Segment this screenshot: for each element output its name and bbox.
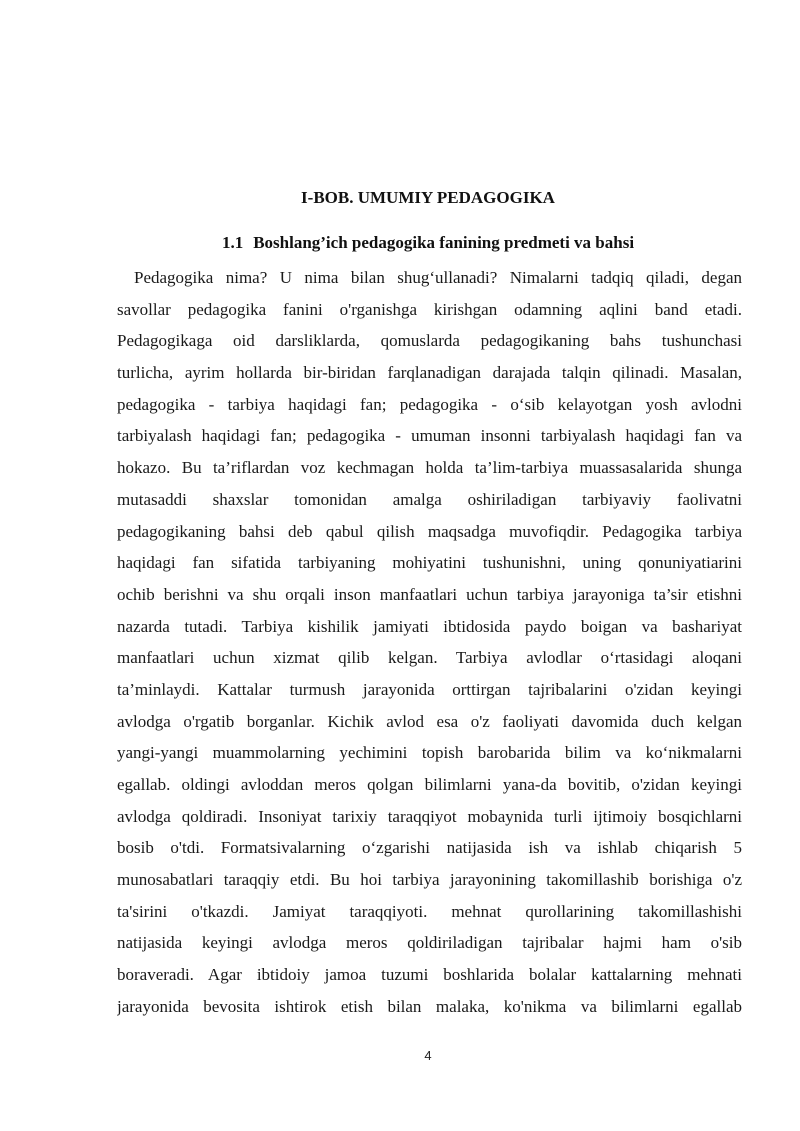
text-line: natijasida keyingi avlodga meros qoldiriladigan tajribalar hajmi ham o'sib <box>117 933 742 953</box>
text-line: bosib o'tdi. Formatsivalarning o‘zgarishi natijasida ish va ishlab chiqarish 5 <box>117 838 742 858</box>
text-line: ta’minlaydi. Kattalar turmush jarayonida orttirgan tajribalarini o'zidan keyingi <box>117 679 742 699</box>
text-line: hokazo. Bu ta’riflardan voz kechmagan holda ta’lim-tarbiya muassasalarida shunga <box>117 458 742 478</box>
text-line: egallab. oldingi avloddan meros qolgan bilimlarni yana-da bovitib, o'zidan keyingi <box>117 775 742 794</box>
text-line: munosabatlari taraqqiy etdi. Bu hoi tarbiya jarayonining takomillashib borishiga o'z <box>117 870 742 890</box>
page-number: 4 <box>424 1048 432 1063</box>
text-line: tarbiyalash haqidagi fan; pedagogika - umuman insonni tarbiyalash haqidagi fan va <box>117 426 742 446</box>
text-line: ochib berishni va shu orqali inson manfaatlari uchun tarbiya jarayoniga ta’sir etishni <box>117 584 742 604</box>
text-line: boraveradi. Agar ibtidoiy jamoa tuzumi boshlarida bolalar kattalarning mehnati <box>117 965 742 985</box>
text-line: nazarda tutadi. Tarbiya kishilik jamiyati ibtidosida paydo boigan va bashariyat <box>117 616 742 636</box>
text-line: turlicha, ayrim hollarda bir-biridan farqlanadigan darajada talqin qilinadi. Masalan, <box>117 363 742 383</box>
text-line: haqidagi fan sifatida tarbiyaning mohiyatini tushunishni, uning qonuniyatiarini <box>117 553 742 573</box>
text-line: Pedagogika nima? U nima bilan shug‘ullanadi? Nimalarni tadqiq qiladi, degan <box>134 268 742 287</box>
text-line: mutasaddi shaxslar tomonidan amalga oshiriladigan tarbiyaviy faolivatni <box>117 489 742 509</box>
text-line: avlodga o'rgatib borganlar. Kichik avlod esa o'z faoliyati davomida duch kelgan <box>117 711 742 731</box>
section-heading <box>0 233 800 253</box>
text-line: ta'sirini o'tkazdi. Jamiyat taraqqiyoti. mehnat qurollarining takomillashishi <box>117 901 742 921</box>
body-paragraph <box>117 262 742 1023</box>
text-line: Pedagogikaga oid darsliklarda, qomuslarda pedagogikaning bahs tushunchasi <box>117 331 742 351</box>
text-line: yangi-yangi muammolarning yechimini topish barobarida bilim va ko‘nikmalarni <box>117 743 742 763</box>
text-line: savollar pedagogika fanini o'rganishga kirishgan odamning aqlini band etadi. <box>117 299 742 319</box>
text-line: pedagogikaning bahsi deb qabul qilish maqsadga muvofiqdir. Pedagogika tarbiya <box>117 521 742 541</box>
text-line: jarayonida bevosita ishtirok etish bilan malaka, ko'nikma va bilimlarni egallab <box>117 996 742 1016</box>
text-line: pedagogika - tarbiya haqidagi fan; pedagogika - o‘sib kelayotgan yosh avlodni <box>117 394 742 414</box>
section-title: Boshlang’ich pedagogika fanining predmeti va bahsi <box>253 233 635 252</box>
text-line: avlodga qoldiradi. Insoniyat tarixiy taraqqiyot mobaynida turli ijtimoiy bosqichlarni <box>117 806 742 826</box>
section-number: 1.1 <box>221 233 244 252</box>
text-line: manfaatlari uchun xizmat qilib kelgan. Tarbiya avlodlar o‘rtasidagi aloqani <box>117 648 742 668</box>
chapter-title: I-BOB. UMUMIY PEDAGOGIKA <box>301 188 555 207</box>
